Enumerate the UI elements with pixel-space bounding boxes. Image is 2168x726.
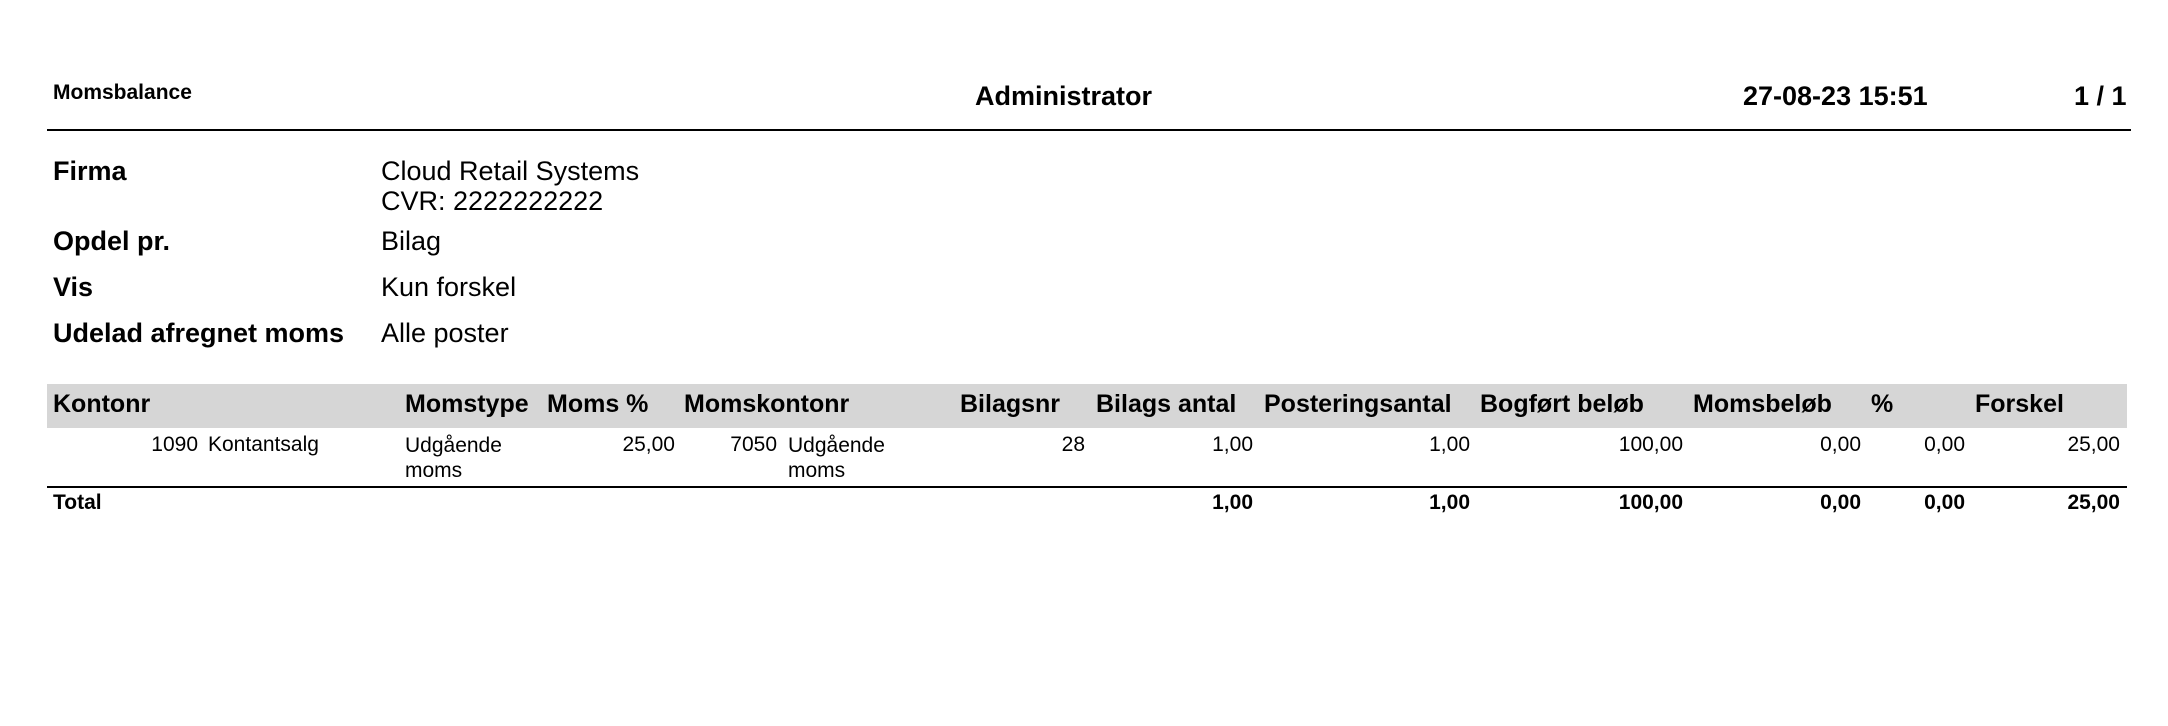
- vis-value: Kun forskel: [381, 272, 517, 302]
- cell-bilags-antal: 1,00: [1212, 433, 1253, 456]
- cell-momsbelob: 0,00: [1820, 433, 1861, 456]
- vis-label: Vis: [53, 272, 94, 302]
- total-divider: [47, 486, 2127, 488]
- col-bilagsnr: Bilagsnr: [960, 390, 1061, 418]
- cell-kontonr: 1090: [151, 433, 198, 456]
- col-kontonr: Kontonr: [53, 390, 151, 418]
- cell-forskel: 25,00: [2067, 433, 2120, 456]
- total-forskel: 25,00: [2067, 491, 2120, 514]
- page-number: 1 / 1: [2074, 81, 2127, 111]
- col-forskel: Forskel: [1975, 390, 2064, 418]
- firma-label: Firma: [53, 156, 127, 186]
- cell-moms-pct: 25,00: [622, 433, 675, 456]
- cell-momskontonavn: Udgående moms: [788, 434, 885, 482]
- cell-bogfort-belob: 100,00: [1618, 433, 1683, 456]
- firma-name: Cloud Retail Systems: [381, 156, 640, 186]
- header-divider: [47, 129, 2131, 131]
- total-bogfort-belob: 100,00: [1618, 491, 1683, 514]
- col-pct: %: [1871, 390, 1894, 418]
- total-posteringsantal: 1,00: [1429, 491, 1470, 514]
- col-posteringsantal: Posteringsantal: [1264, 390, 1452, 418]
- report-user: Administrator: [975, 81, 1153, 111]
- cell-pct: 0,00: [1924, 433, 1965, 456]
- col-momstype: Momstype: [405, 390, 529, 418]
- col-momskontonr: Momskontonr: [684, 390, 850, 418]
- udelad-value: Alle poster: [381, 318, 509, 348]
- cell-kontonavn: Kontantsalg: [208, 433, 319, 456]
- cell-momstype: Udgående moms: [405, 434, 502, 482]
- col-momsbelob: Momsbeløb: [1693, 390, 1832, 418]
- col-bilags-antal: Bilags antal: [1096, 390, 1237, 418]
- opdel-value: Bilag: [381, 226, 442, 256]
- cell-posteringsantal: 1,00: [1429, 433, 1470, 456]
- report-title: Momsbalance: [53, 81, 192, 104]
- total-momsbelob: 0,00: [1820, 491, 1861, 514]
- report-datetime: 27-08-23 15:51: [1743, 81, 1928, 111]
- cell-bilagsnr: 28: [1061, 433, 1085, 456]
- col-moms-pct: Moms %: [547, 390, 649, 418]
- udelad-label: Udelad afregnet moms: [53, 318, 345, 348]
- total-bilags-antal: 1,00: [1212, 491, 1253, 514]
- total-pct: 0,00: [1924, 491, 1965, 514]
- firma-cvr: CVR: 2222222222: [381, 186, 604, 216]
- total-label: Total: [53, 491, 102, 514]
- opdel-label: Opdel pr.: [53, 226, 171, 256]
- col-bogfort-belob: Bogført beløb: [1480, 390, 1644, 418]
- cell-momskontonr: 7050: [730, 433, 777, 456]
